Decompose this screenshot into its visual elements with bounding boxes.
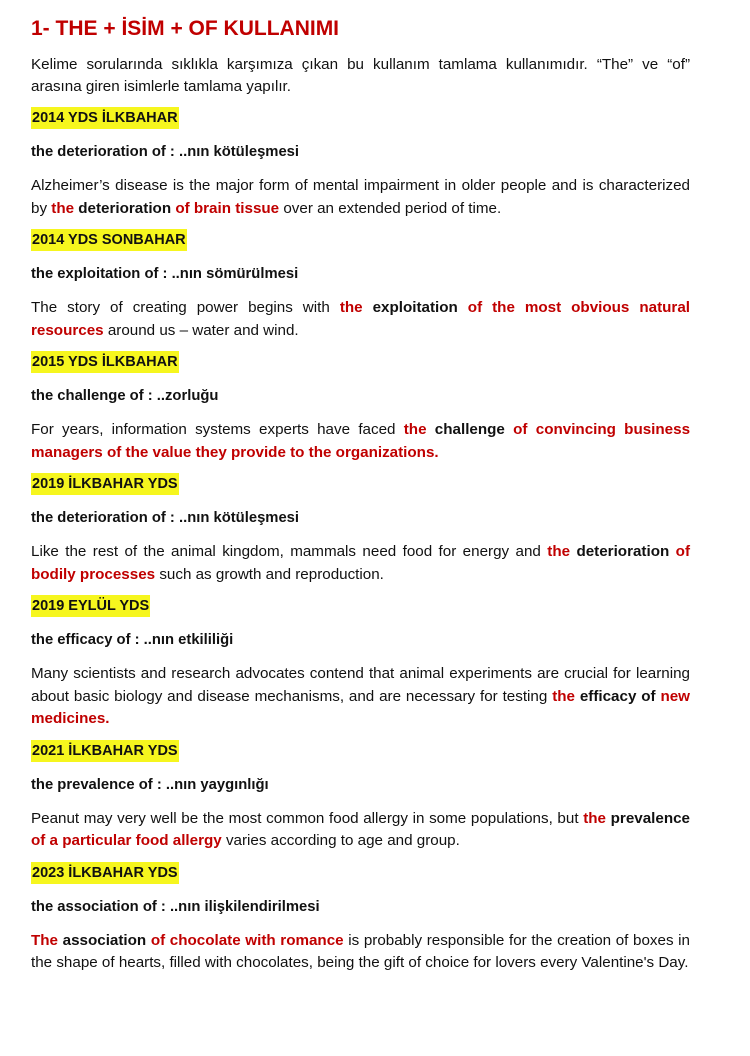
exam-tag-row [31, 473, 690, 495]
text-run: The [31, 931, 59, 949]
example-sentence [31, 419, 690, 464]
exam-tag: 2021 İLKBAHAR YDS [31, 740, 179, 762]
text-run: such as growth and reproduction. [155, 565, 384, 583]
text-run: exploitation [362, 299, 468, 316]
page-title: 1- THE + İSİM + OF KULLANIMI [31, 17, 340, 40]
term-definition: the exploitation of : ..nın sömürülmesi [31, 266, 299, 282]
sections-list [31, 107, 690, 975]
example-sentence [31, 297, 690, 342]
example-sentence [31, 808, 690, 853]
text-run: Like the rest of the animal kingdom, mammals need food for energy and [31, 543, 548, 560]
text-run: ve [633, 56, 668, 73]
example-sentence [31, 175, 690, 220]
text-run: of the most obvious natural resources [31, 299, 690, 339]
text-run: “The” [596, 56, 634, 73]
text-run: The story of creating power begins with [31, 299, 340, 316]
example-sentence [31, 541, 690, 586]
exam-section [31, 229, 690, 342]
text-run: efficacy of [574, 687, 661, 705]
text-run: of brain tissue [175, 199, 280, 217]
text-run: deterioration [74, 199, 176, 217]
text-run: the [339, 299, 363, 316]
exam-section [31, 351, 690, 464]
text-run: of bodily processes [31, 543, 691, 583]
term-definition: the deterioration of : ..nın kötüleşmesi [31, 510, 300, 526]
exam-tag: 2014 YDS SONBAHAR [31, 229, 187, 251]
exam-section [31, 595, 690, 731]
exam-section [31, 862, 690, 975]
exam-tag: 2023 İLKBAHAR YDS [31, 862, 179, 884]
intro-paragraph [31, 54, 690, 98]
example-sentence [31, 663, 690, 731]
text-run: the [403, 421, 427, 438]
exam-tag: 2014 YDS İLKBAHAR [31, 107, 179, 129]
text-run: the [51, 199, 75, 217]
text-run: varies according to age and group. [221, 832, 460, 849]
text-run: of a particular food allergy [31, 832, 222, 849]
text-run: Peanut may very well be the most common food allergy in some populations, but [31, 809, 584, 827]
text-run: of convincing business managers of the value they provide to the organizations. [31, 421, 691, 461]
text-run: Many scientists and research advocates contend that animal experiments are crucial for learning about basic biology and disease mechanisms, and are necessary for testing [31, 665, 690, 705]
term-definition: the efficacy of : ..nın etkililiği [31, 632, 234, 648]
text-run: For years, information systems experts have faced [31, 421, 404, 438]
text-run: association [58, 931, 151, 949]
text-run: Alzheimer’s disease is the major form of mental impairment in older people and is characterized by [31, 177, 690, 217]
term-definition: the challenge of : ..zorluğu [31, 388, 219, 404]
text-run: prevalence [605, 809, 690, 827]
text-run: the [552, 687, 575, 705]
text-run: challenge [426, 421, 514, 438]
exam-tag-row [31, 595, 690, 617]
exam-tag: 2015 YDS İLKBAHAR [31, 351, 179, 373]
text-run: the [583, 809, 606, 827]
exam-section [31, 107, 690, 220]
exam-tag: 2019 EYLÜL YDS [31, 595, 150, 617]
text-run: “of” [667, 56, 690, 73]
exam-section [31, 740, 690, 853]
text-run: over an extended period of time. [279, 199, 502, 217]
text-run: deterioration [570, 543, 676, 560]
exam-tag: 2019 İLKBAHAR YDS [31, 473, 179, 495]
exam-tag-row [31, 862, 690, 884]
exam-tag-row [31, 107, 690, 129]
term-definition: the association of : ..nın ilişkilendirilmesi [31, 898, 320, 915]
text-run: the [547, 543, 571, 560]
exam-tag-row [31, 351, 690, 373]
example-sentence [31, 930, 690, 975]
exam-tag-row [31, 740, 690, 762]
text-run: arasına giren isimlerle tamlama yapılır. [31, 78, 291, 95]
term-definition: the prevalence of : ..nın yaygınlığı [31, 776, 269, 793]
text-run: new medicines. [31, 687, 690, 727]
exam-section [31, 473, 690, 586]
exam-tag-row [31, 229, 690, 251]
term-definition: the deterioration of : ..nın kötüleşmesi [31, 144, 300, 160]
text-run: of chocolate with romance [150, 931, 344, 949]
text-run: Kelime sorularında sıklıkla karşımıza çıkan bu kullanım tamlama kullanımıdır. [31, 56, 597, 73]
text-run: is probably responsible for the creation of boxes in the shape of hearts, filled with chocolates, being the gift of choice for lovers every Valentine's Day. [31, 931, 690, 971]
text-run: around us – water and wind. [103, 321, 299, 339]
